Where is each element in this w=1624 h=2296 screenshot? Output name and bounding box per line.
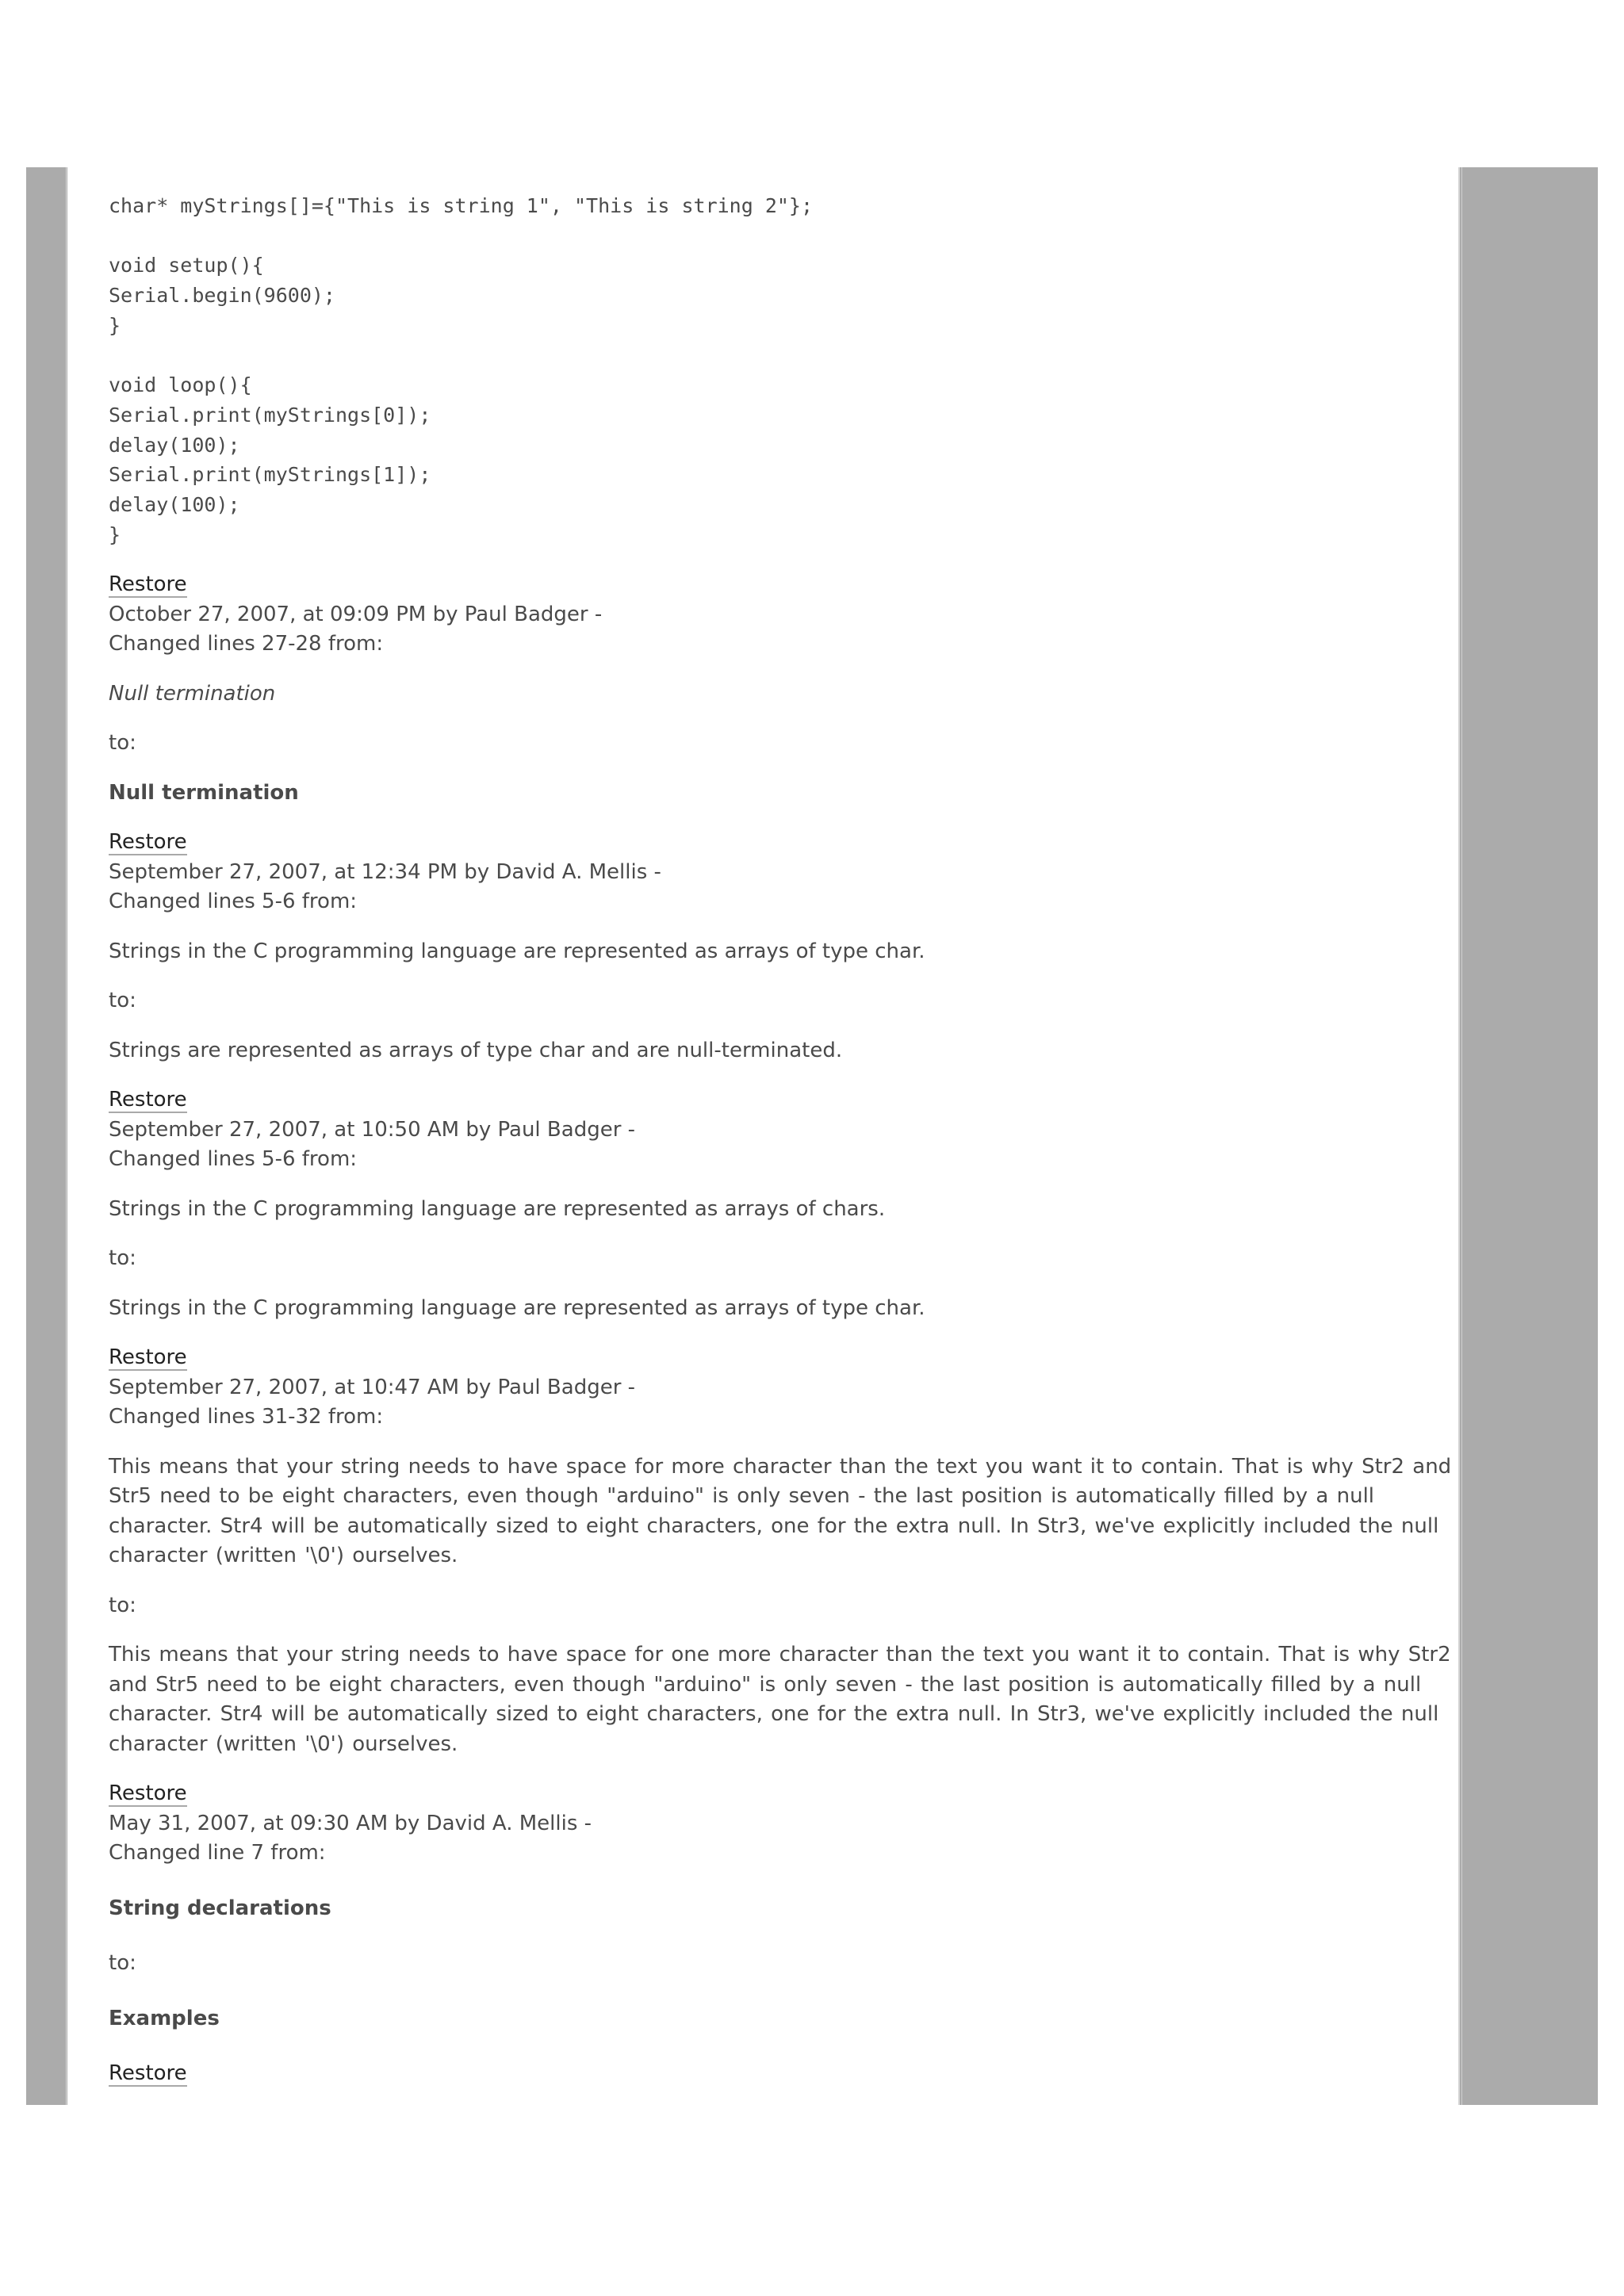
restore-link[interactable]: Restore	[109, 1781, 187, 1806]
diff-from: Strings in the C programming language are represented as arrays of type char.	[109, 939, 925, 963]
divider	[1461, 167, 1462, 2105]
revision-meta: October 27, 2007, at 09:09 PM by Paul Badger -	[109, 602, 603, 626]
change-summary: Changed lines 5-6 from:	[109, 1147, 358, 1172]
restore-link[interactable]: Restore	[109, 1088, 187, 1112]
diff-from: Null termination	[109, 681, 276, 706]
restore-link[interactable]: Restore	[109, 1345, 187, 1370]
to-label: to:	[109, 1951, 136, 1976]
revision-entry	[109, 1779, 1458, 2034]
content-panel	[67, 167, 1460, 2105]
diff-to: This means that your string needs to have space for one more character than the text you want it to contain. That is why Str2 and Str5 need to be eight characters, even though "arduino" is only seven - the last position is automatically filled by a null character. Str4 will be automatically sized to eight characters, one for the extra null. In Str3, we've explicitly included the null character (written '\0') ourselves.	[109, 1643, 1451, 1756]
revision-entry	[109, 828, 1458, 1066]
to-label: to:	[109, 1246, 136, 1271]
revision-meta: September 27, 2007, at 10:50 AM by Paul Badger -	[109, 1117, 636, 1142]
revision-meta: September 27, 2007, at 12:34 PM by David A. Mellis -	[109, 859, 661, 884]
diff-to: Null termination	[109, 780, 299, 805]
diff-to: Strings are represented as arrays of type char and are null-terminated.	[109, 1038, 843, 1062]
change-summary: Changed lines 31-32 from:	[109, 1405, 384, 1429]
revision-meta: May 31, 2007, at 09:30 AM by David A. Mellis -	[109, 1811, 592, 1835]
to-label: to:	[109, 731, 136, 756]
change-summary: Changed line 7 from:	[109, 1841, 326, 1866]
revision-entry	[109, 570, 1458, 808]
restore-link[interactable]: Restore	[109, 572, 187, 597]
diff-to: Examples	[109, 2006, 220, 2030]
change-summary: Changed lines 27-28 from:	[109, 632, 384, 656]
to-label: to:	[109, 989, 136, 1013]
to-label: to:	[109, 1593, 136, 1617]
diff-from: This means that your string needs to have space for more character than the text you want it to contain. That is why Str2 and Str5 need to be eight characters, even though "arduino" is only seven - the last position is automatically filled by a null character. Str4 will be automatically sized to eight characters, one for the extra null. In Str3, we've explicitly included the null character (written '\0') ourselves.	[109, 1454, 1452, 1568]
restore-link[interactable]: Restore	[109, 830, 187, 855]
code-block: char* myStrings[]={"This is string 1", "This is string 2"}; void setup(){ Serial.begin(9600); } void loop(){ Serial.print(myStrings[0]); delay(100); Serial.print(myStrings[1]); delay(100); }	[109, 194, 814, 546]
revision-entry	[109, 1343, 1458, 1759]
diff-to: Strings in the C programming language are represented as arrays of type char.	[109, 1295, 925, 1320]
diff-from: String declarations	[109, 1896, 331, 1920]
diff-from: Strings in the C programming language are represented as arrays of chars.	[109, 1196, 886, 1221]
revision-meta: September 27, 2007, at 10:47 AM by Paul Badger -	[109, 1375, 636, 1399]
change-summary: Changed lines 5-6 from:	[109, 890, 358, 914]
revision-entry	[109, 1085, 1458, 1323]
restore-link[interactable]: Restore	[109, 2061, 187, 2086]
